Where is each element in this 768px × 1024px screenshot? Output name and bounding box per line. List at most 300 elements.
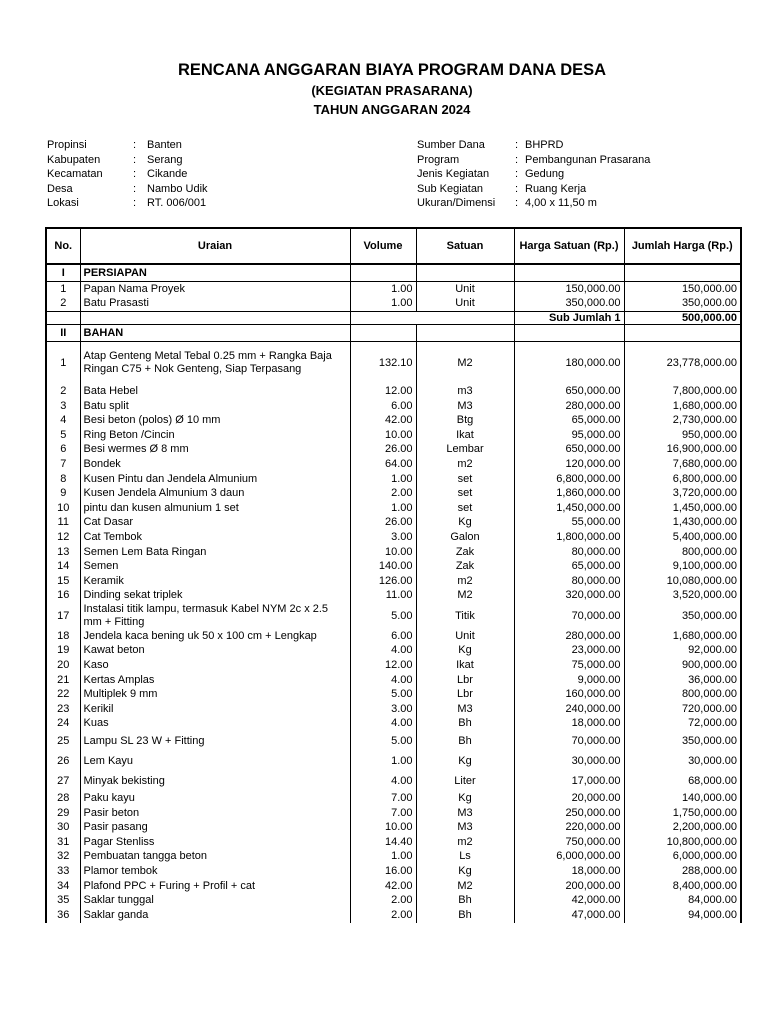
item-unit: M3 — [416, 806, 514, 821]
info-separator: : — [515, 182, 519, 195]
item-unit: Kg — [416, 644, 514, 659]
info-separator: : — [515, 168, 519, 181]
item-volume: 12.00 — [350, 658, 416, 673]
item-unit: Bh — [416, 717, 514, 732]
col-header-volume: Volume — [350, 228, 416, 264]
item-total: 350,000.00 — [624, 297, 741, 312]
item-unit: Zak — [416, 559, 514, 574]
item-unit-price: 18,000.00 — [514, 717, 624, 732]
table-row — [46, 516, 741, 531]
info-separator: : — [133, 168, 137, 181]
row-number: 8 — [46, 472, 80, 487]
item-volume: 12.00 — [350, 384, 416, 399]
item-unit-price: 320,000.00 — [514, 589, 624, 604]
info-row — [47, 196, 208, 211]
row-number: 17 — [46, 603, 80, 629]
info-value: Serang — [147, 153, 183, 166]
table-row — [46, 399, 741, 414]
item-unit: Lembar — [416, 443, 514, 458]
item-unit-price: 42,000.00 — [514, 893, 624, 908]
item-volume: 7.00 — [350, 791, 416, 806]
table-row — [46, 603, 741, 629]
info-value: Ruang Kerja — [525, 182, 587, 195]
item-unit: Kg — [416, 516, 514, 531]
info-separator: : — [515, 139, 519, 151]
item-volume: 4.00 — [350, 673, 416, 688]
item-description: Kaso — [80, 658, 350, 673]
col-header-total: Jumlah Harga (Rp.) — [624, 228, 741, 264]
item-unit: Bh — [416, 893, 514, 908]
item-volume: 5.00 — [350, 731, 416, 751]
table-row — [46, 791, 741, 806]
item-unit-price: 6,800,000.00 — [514, 472, 624, 487]
item-total: 72,000.00 — [624, 717, 741, 732]
item-unit-price: 70,000.00 — [514, 731, 624, 751]
item-volume: 3.00 — [350, 530, 416, 545]
table-row — [46, 472, 741, 487]
item-unit: M2 — [416, 879, 514, 894]
info-label: Kabupaten — [47, 153, 101, 166]
item-description: Besi beton (polos) Ø 10 mm — [80, 413, 350, 428]
table-row — [46, 589, 741, 604]
item-description: Bondek — [80, 457, 350, 472]
section-number: II — [46, 325, 80, 342]
item-total: 10,080,000.00 — [624, 574, 741, 589]
item-unit: m2 — [416, 574, 514, 589]
row-number: 10 — [46, 501, 80, 516]
table-row — [46, 282, 741, 297]
info-separator: : — [133, 197, 137, 210]
item-volume: 11.00 — [350, 589, 416, 604]
budget-table — [45, 227, 742, 923]
item-unit: Btg — [416, 413, 514, 428]
item-description: Plafond PPC + Furing + Profil + cat — [80, 879, 350, 894]
table-row — [46, 673, 741, 688]
row-number: 2 — [46, 297, 80, 312]
item-description: Dinding sekat triplek — [80, 589, 350, 604]
item-total: 92,000.00 — [624, 644, 741, 659]
section-number: I — [46, 264, 80, 282]
item-description: Papan Nama Proyek — [80, 282, 350, 297]
item-description: Pembuatan tangga beton — [80, 850, 350, 865]
item-volume: 2.00 — [350, 486, 416, 501]
item-description: Besi wermes Ø 8 mm — [80, 443, 350, 458]
item-unit-price: 150,000.00 — [514, 282, 624, 297]
row-number: 7 — [46, 457, 80, 472]
item-unit-price: 1,450,000.00 — [514, 501, 624, 516]
item-description: Batu Prasasti — [80, 297, 350, 312]
item-unit: Liter — [416, 771, 514, 791]
item-description: Kawat beton — [80, 644, 350, 659]
item-volume: 1.00 — [350, 472, 416, 487]
row-number: 34 — [46, 879, 80, 894]
location-info — [47, 138, 208, 211]
item-description: Instalasi titik lampu, termasuk Kabel NYM 2c x 2.5 mm + Fitting — [80, 603, 350, 629]
item-unit: Titik — [416, 603, 514, 629]
item-total: 16,900,000.00 — [624, 443, 741, 458]
item-unit: M3 — [416, 820, 514, 835]
row-number: 6 — [46, 443, 80, 458]
item-total: 7,680,000.00 — [624, 457, 741, 472]
item-total: 2,200,000.00 — [624, 820, 741, 835]
item-volume: 1.00 — [350, 850, 416, 865]
table-row — [46, 644, 741, 659]
item-volume: 26.00 — [350, 516, 416, 531]
item-volume: 5.00 — [350, 603, 416, 629]
info-value: RT. 006/001 — [147, 197, 207, 210]
table-row — [46, 658, 741, 673]
item-total: 6,000,000.00 — [624, 850, 741, 865]
row-number: 3 — [46, 399, 80, 414]
item-total: 1,680,000.00 — [624, 629, 741, 644]
item-total: 950,000.00 — [624, 428, 741, 443]
item-unit-price: 750,000.00 — [514, 835, 624, 850]
item-unit-price: 180,000.00 — [514, 342, 624, 385]
item-unit: Kg — [416, 864, 514, 879]
item-volume: 10.00 — [350, 428, 416, 443]
item-unit-price: 20,000.00 — [514, 791, 624, 806]
info-value: Banten — [147, 139, 182, 151]
item-unit: m2 — [416, 457, 514, 472]
item-volume: 3.00 — [350, 702, 416, 717]
item-description: pintu dan kusen almunium 1 set — [80, 501, 350, 516]
item-unit: Ikat — [416, 658, 514, 673]
item-description: Plamor tembok — [80, 864, 350, 879]
item-description: Paku kayu — [80, 791, 350, 806]
subtotal-label: Sub Jumlah 1 — [514, 312, 624, 325]
item-total: 1,450,000.00 — [624, 501, 741, 516]
table-row — [46, 820, 741, 835]
item-description: Pagar Stenliss — [80, 835, 350, 850]
section-title: PERSIAPAN — [80, 264, 350, 282]
item-description: Lampu SL 23 W + Fitting — [80, 731, 350, 751]
table-row — [46, 413, 741, 428]
item-unit-price: 23,000.00 — [514, 644, 624, 659]
item-description: Kusen Pintu dan Jendela Almunium — [80, 472, 350, 487]
info-value: 4,00 x 11,50 m — [525, 197, 597, 210]
item-unit-price: 120,000.00 — [514, 457, 624, 472]
table-row — [46, 806, 741, 821]
info-row — [417, 196, 650, 211]
item-description: Pasir beton — [80, 806, 350, 821]
item-volume: 26.00 — [350, 443, 416, 458]
item-total: 6,800,000.00 — [624, 472, 741, 487]
row-number: 27 — [46, 771, 80, 791]
table-row — [46, 443, 741, 458]
info-label: Sub Kegiatan — [417, 182, 484, 195]
document-subtitle: (KEGIATAN PRASARANA) — [311, 83, 473, 98]
item-total: 288,000.00 — [624, 864, 741, 879]
item-total: 350,000.00 — [624, 731, 741, 751]
info-separator: : — [515, 197, 519, 210]
info-separator: : — [515, 153, 519, 166]
row-number: 35 — [46, 893, 80, 908]
col-header-no: No. — [46, 228, 80, 264]
row-number: 21 — [46, 673, 80, 688]
item-unit: Lbr — [416, 673, 514, 688]
item-unit-price: 6,000,000.00 — [514, 850, 624, 865]
info-label: Lokasi — [47, 197, 79, 210]
table-row — [46, 731, 741, 751]
table-row — [46, 751, 741, 771]
item-total: 1,750,000.00 — [624, 806, 741, 821]
info-separator: : — [133, 153, 137, 166]
item-description: Multiplek 9 mm — [80, 687, 350, 702]
row-number: 22 — [46, 687, 80, 702]
item-unit: m3 — [416, 384, 514, 399]
item-description: Keramik — [80, 574, 350, 589]
item-volume: 1.00 — [350, 297, 416, 312]
table-row — [46, 342, 741, 385]
item-unit-price: 17,000.00 — [514, 771, 624, 791]
item-volume: 7.00 — [350, 806, 416, 821]
col-header-unit-price: Harga Satuan (Rp.) — [514, 228, 624, 264]
item-description: Batu split — [80, 399, 350, 414]
item-unit-price: 75,000.00 — [514, 658, 624, 673]
info-label: Propinsi — [47, 139, 87, 151]
item-unit-price: 280,000.00 — [514, 399, 624, 414]
item-unit: Kg — [416, 791, 514, 806]
item-total: 800,000.00 — [624, 687, 741, 702]
item-unit: M2 — [416, 342, 514, 385]
item-description: Jendela kaca bening uk 50 x 100 cm + Lengkap — [80, 629, 350, 644]
row-number: 23 — [46, 702, 80, 717]
row-number: 2 — [46, 384, 80, 399]
row-number: 33 — [46, 864, 80, 879]
table-header-row — [46, 228, 741, 264]
item-unit-price: 650,000.00 — [514, 443, 624, 458]
item-total: 5,400,000.00 — [624, 530, 741, 545]
item-volume: 1.00 — [350, 501, 416, 516]
item-unit: Bh — [416, 908, 514, 923]
item-unit-price: 1,800,000.00 — [514, 530, 624, 545]
table-row — [46, 879, 741, 894]
info-label: Jenis Kegiatan — [417, 168, 490, 181]
info-separator: : — [133, 182, 137, 195]
item-unit: Unit — [416, 297, 514, 312]
item-description: Kusen Jendela Almunium 3 daun — [80, 486, 350, 501]
table-row — [46, 629, 741, 644]
row-number: 5 — [46, 428, 80, 443]
item-total: 68,000.00 — [624, 771, 741, 791]
table-row — [46, 530, 741, 545]
item-description: Saklar ganda — [80, 908, 350, 923]
row-number: 1 — [46, 342, 80, 385]
info-value: Cikande — [147, 168, 188, 181]
info-label: Sumber Dana — [417, 139, 485, 151]
table-row — [46, 501, 741, 516]
item-unit: Unit — [416, 282, 514, 297]
table-row — [46, 850, 741, 865]
table-row — [46, 835, 741, 850]
item-total: 10,800,000.00 — [624, 835, 741, 850]
item-description: Kertas Amplas — [80, 673, 350, 688]
item-unit-price: 30,000.00 — [514, 751, 624, 771]
item-unit-price: 47,000.00 — [514, 908, 624, 923]
item-total: 800,000.00 — [624, 545, 741, 560]
item-description: Minyak bekisting — [80, 771, 350, 791]
section-row — [46, 264, 741, 282]
row-number: 31 — [46, 835, 80, 850]
program-info — [417, 138, 650, 211]
info-value: Gedung — [525, 168, 565, 181]
item-unit: Zak — [416, 545, 514, 560]
item-total: 9,100,000.00 — [624, 559, 741, 574]
item-unit-price: 55,000.00 — [514, 516, 624, 531]
row-number: 14 — [46, 559, 80, 574]
info-label: Kecamatan — [47, 168, 103, 181]
item-volume: 6.00 — [350, 629, 416, 644]
item-description: Cat Dasar — [80, 516, 350, 531]
item-total: 3,720,000.00 — [624, 486, 741, 501]
row-number: 20 — [46, 658, 80, 673]
item-description: Atap Genteng Metal Tebal 0.25 mm + Rangka Baja Ringan C75 + Nok Genteng, Siap Terpasang — [80, 342, 350, 385]
item-volume: 16.00 — [350, 864, 416, 879]
section-row — [46, 325, 741, 342]
item-description: Cat Tembok — [80, 530, 350, 545]
item-unit-price: 95,000.00 — [514, 428, 624, 443]
item-description: Bata Hebel — [80, 384, 350, 399]
item-volume: 6.00 — [350, 399, 416, 414]
item-volume: 5.00 — [350, 687, 416, 702]
row-number: 32 — [46, 850, 80, 865]
budget-year: TAHUN ANGGARAN 2024 — [313, 102, 471, 117]
row-number: 9 — [46, 486, 80, 501]
col-header-description: Uraian — [80, 228, 350, 264]
table-row — [46, 702, 741, 717]
item-unit-price: 280,000.00 — [514, 629, 624, 644]
info-row — [417, 167, 650, 182]
item-unit: Ls — [416, 850, 514, 865]
item-unit: Ikat — [416, 428, 514, 443]
item-total: 30,000.00 — [624, 751, 741, 771]
info-value: Nambo Udik — [147, 182, 208, 195]
row-number: 25 — [46, 731, 80, 751]
row-number: 12 — [46, 530, 80, 545]
item-volume: 126.00 — [350, 574, 416, 589]
item-volume: 4.00 — [350, 717, 416, 732]
item-volume: 2.00 — [350, 893, 416, 908]
item-unit-price: 200,000.00 — [514, 879, 624, 894]
item-volume: 4.00 — [350, 644, 416, 659]
item-total: 900,000.00 — [624, 658, 741, 673]
item-total: 150,000.00 — [624, 282, 741, 297]
table-row — [46, 687, 741, 702]
info-value: Pembangunan Prasarana — [525, 153, 651, 166]
table-row — [46, 457, 741, 472]
item-volume: 10.00 — [350, 545, 416, 560]
item-unit-price: 80,000.00 — [514, 545, 624, 560]
item-volume: 2.00 — [350, 908, 416, 923]
item-description: Saklar tunggal — [80, 893, 350, 908]
item-total: 36,000.00 — [624, 673, 741, 688]
info-row — [47, 167, 208, 182]
row-number: 30 — [46, 820, 80, 835]
table-row — [46, 428, 741, 443]
item-total: 1,680,000.00 — [624, 399, 741, 414]
item-unit: set — [416, 486, 514, 501]
item-description: Kerikil — [80, 702, 350, 717]
item-volume: 14.40 — [350, 835, 416, 850]
item-volume: 64.00 — [350, 457, 416, 472]
item-unit-price: 9,000.00 — [514, 673, 624, 688]
row-number: 11 — [46, 516, 80, 531]
table-row — [46, 908, 741, 923]
item-total: 3,520,000.00 — [624, 589, 741, 604]
row-number: 29 — [46, 806, 80, 821]
item-total: 1,430,000.00 — [624, 516, 741, 531]
table-row — [46, 717, 741, 732]
info-value: BHPRD — [525, 139, 564, 151]
item-unit-price: 80,000.00 — [514, 574, 624, 589]
item-unit-price: 220,000.00 — [514, 820, 624, 835]
item-unit: Lbr — [416, 687, 514, 702]
item-unit-price: 350,000.00 — [514, 297, 624, 312]
info-row — [47, 182, 208, 197]
item-total: 8,400,000.00 — [624, 879, 741, 894]
item-description: Kuas — [80, 717, 350, 732]
row-number: 26 — [46, 751, 80, 771]
subtotal-value: 500,000.00 — [624, 312, 741, 325]
item-description: Ring Beton /Cincin — [80, 428, 350, 443]
item-unit: M3 — [416, 702, 514, 717]
item-description: Semen — [80, 559, 350, 574]
item-unit: Bh — [416, 731, 514, 751]
section-title: BAHAN — [80, 325, 350, 342]
item-unit-price: 250,000.00 — [514, 806, 624, 821]
item-unit-price: 65,000.00 — [514, 413, 624, 428]
item-unit-price: 1,860,000.00 — [514, 486, 624, 501]
table-row — [46, 893, 741, 908]
item-total: 140,000.00 — [624, 791, 741, 806]
table-row — [46, 559, 741, 574]
row-number: 13 — [46, 545, 80, 560]
item-description: Pasir pasang — [80, 820, 350, 835]
table-row — [46, 486, 741, 501]
row-number: 24 — [46, 717, 80, 732]
item-unit: Galon — [416, 530, 514, 545]
row-number: 36 — [46, 908, 80, 923]
row-number: 4 — [46, 413, 80, 428]
item-total: 7,800,000.00 — [624, 384, 741, 399]
document-title: RENCANA ANGGARAN BIAYA PROGRAM DANA DESA — [177, 61, 607, 79]
item-total: 23,778,000.00 — [624, 342, 741, 385]
item-volume: 1.00 — [350, 282, 416, 297]
info-label: Program — [417, 153, 460, 166]
item-unit: M2 — [416, 589, 514, 604]
info-separator: : — [133, 139, 137, 151]
info-label: Ukuran/Dimensi — [417, 197, 496, 210]
item-volume: 42.00 — [350, 413, 416, 428]
item-volume: 132.10 — [350, 342, 416, 385]
item-unit: set — [416, 501, 514, 516]
item-total: 350,000.00 — [624, 603, 741, 629]
table-row — [46, 864, 741, 879]
info-row — [417, 153, 650, 168]
table-row — [46, 297, 741, 312]
table-row — [46, 384, 741, 399]
item-total: 94,000.00 — [624, 908, 741, 923]
subtotal-row — [46, 312, 741, 325]
item-unit-price: 65,000.00 — [514, 559, 624, 574]
info-row — [417, 138, 650, 153]
item-volume: 140.00 — [350, 559, 416, 574]
item-volume: 1.00 — [350, 751, 416, 771]
info-row — [417, 182, 650, 197]
item-total: 720,000.00 — [624, 702, 741, 717]
row-number: 16 — [46, 589, 80, 604]
item-unit-price: 70,000.00 — [514, 603, 624, 629]
